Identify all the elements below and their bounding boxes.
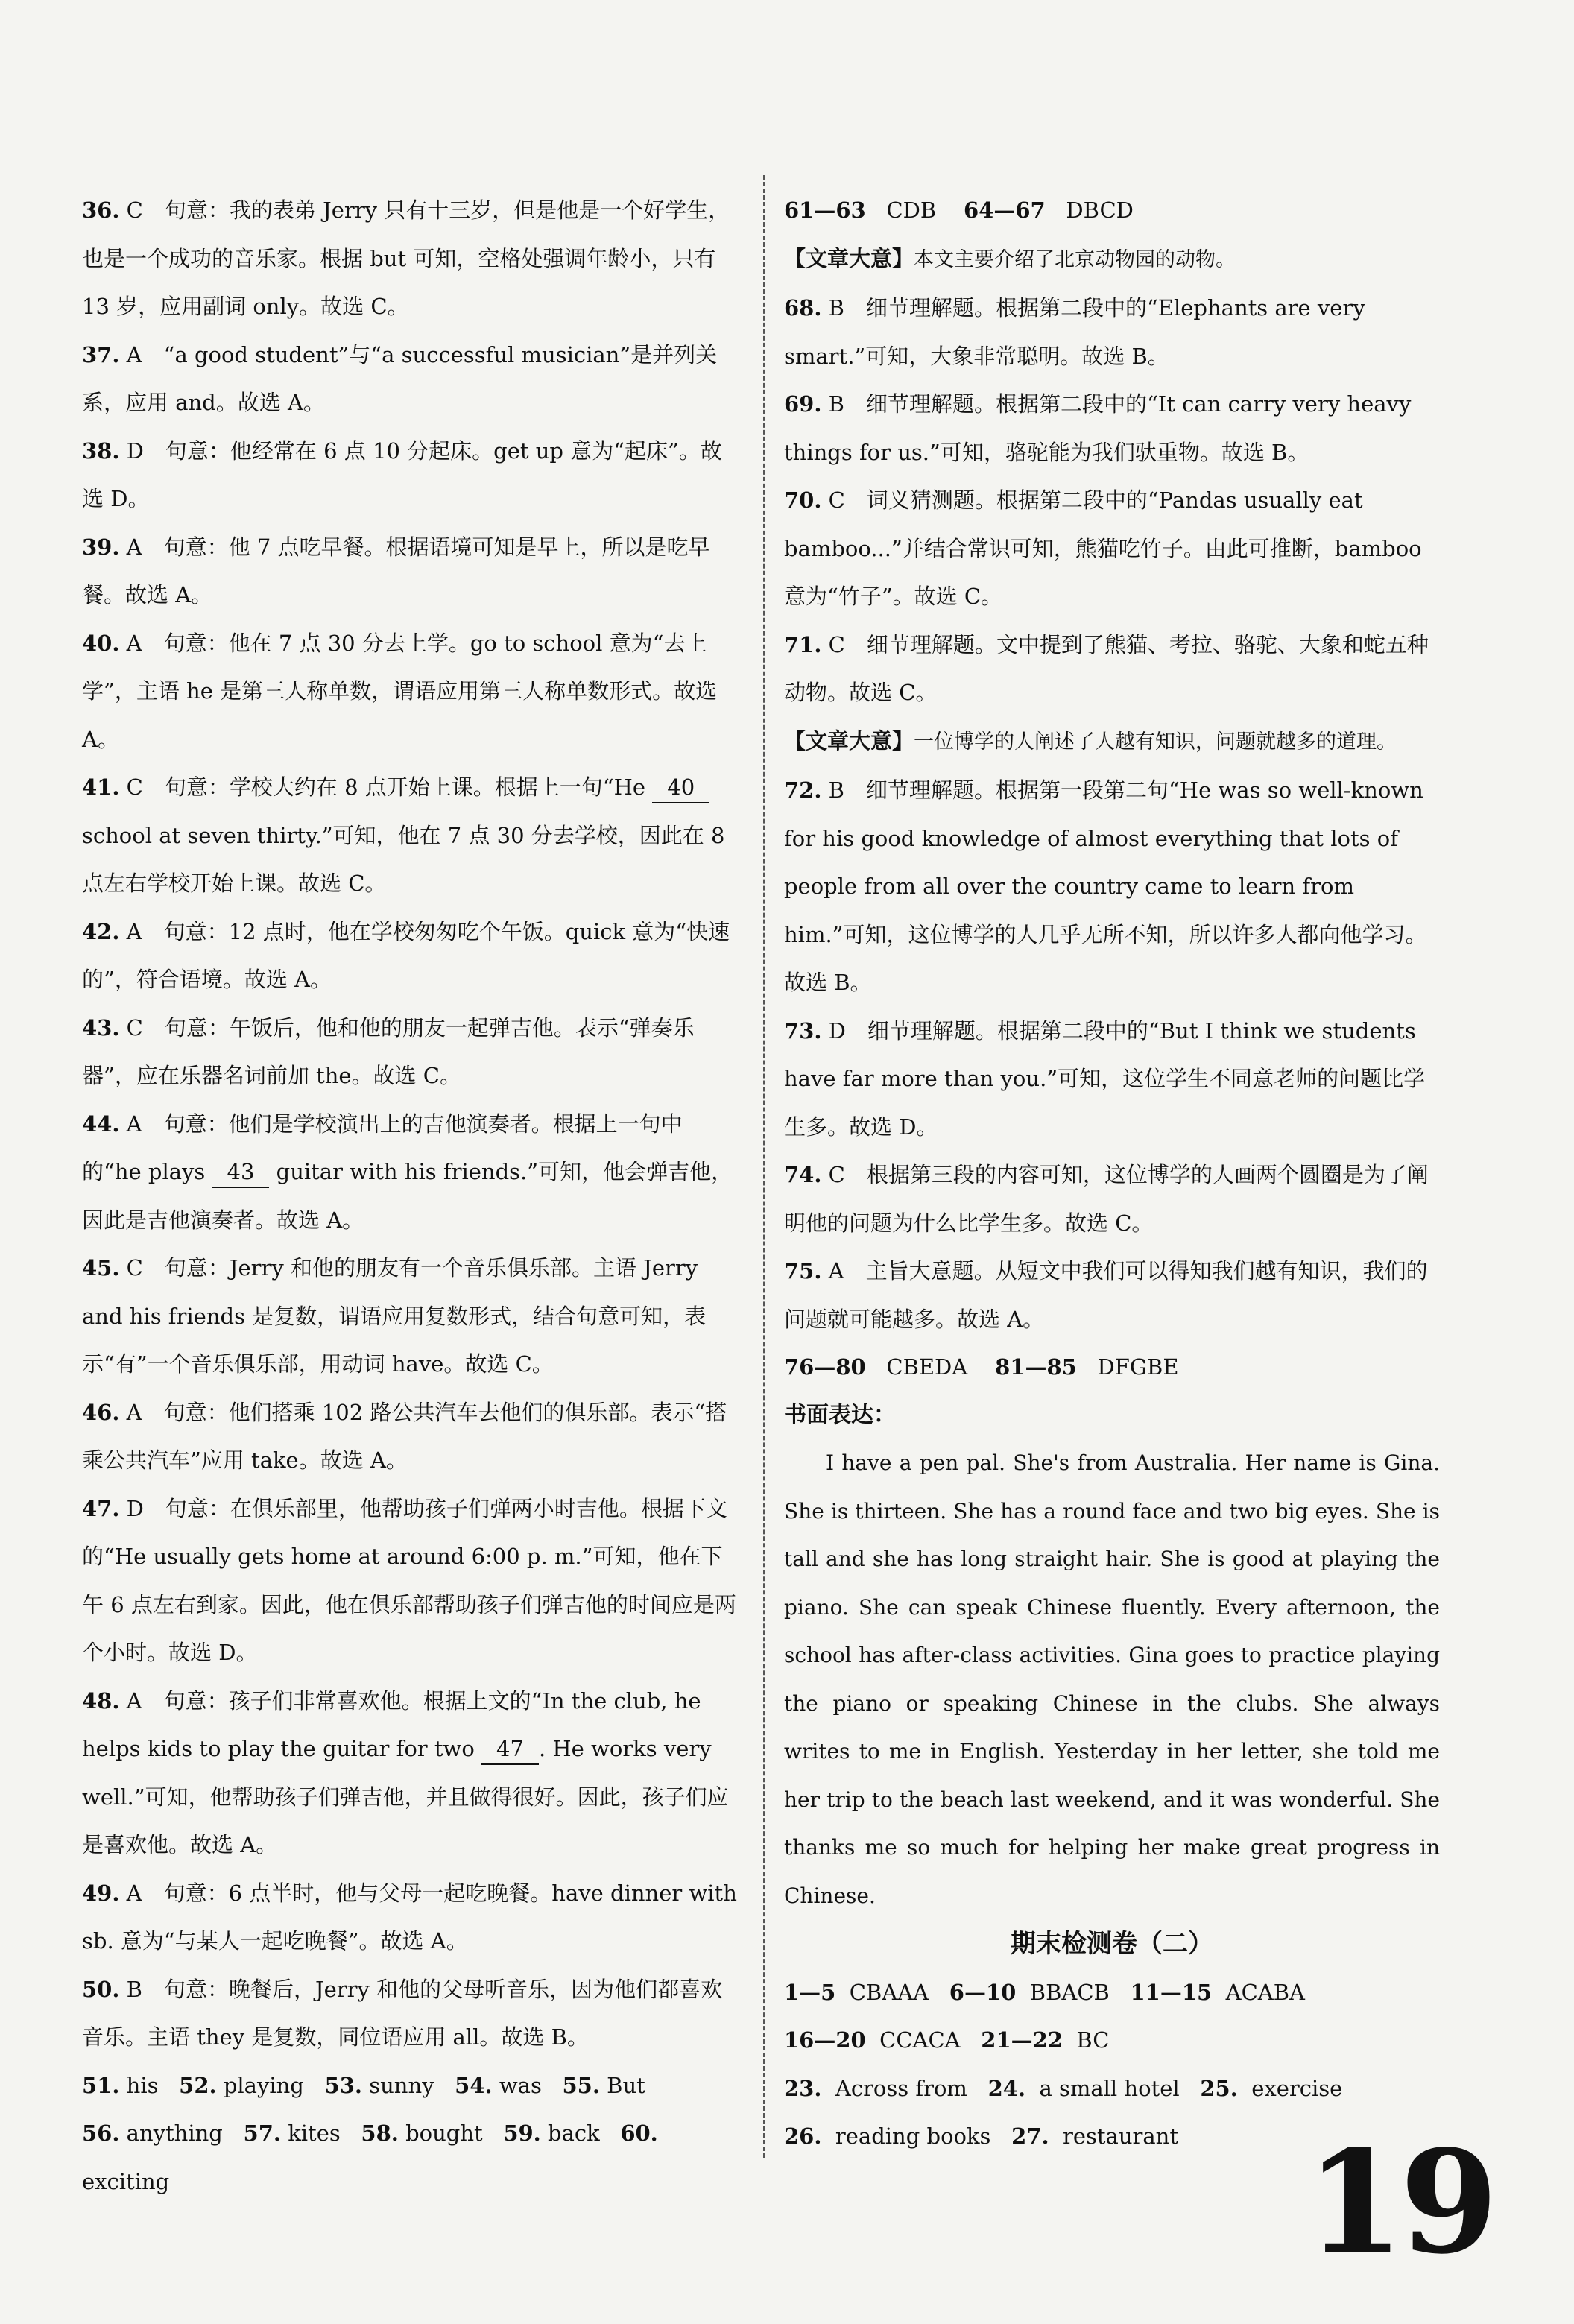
range-answer: CDB [886, 198, 937, 223]
explanation-item [82, 763, 738, 908]
explanation-item [784, 1007, 1440, 1152]
question-number: 52. [179, 2072, 217, 2098]
question-number: 57. [243, 2121, 281, 2146]
answer-blank: 43 [212, 1157, 270, 1188]
explanation-text: B 细节理解题。根据第二段中的“Elephants are very smart.”可知，大象非常聪明。故选 B。 [784, 295, 1365, 369]
left-column [82, 186, 738, 2205]
explanation-text: A 句意：6 点半时，他与父母一起吃晚餐。have dinner with sb. 意为“与某人一起吃晚餐”。故选 A。 [82, 1880, 737, 1954]
explanation-text: C 句意：午饭后，他和他的朋友一起弹吉他。表示“弹奏乐器”，应在乐器名词前加 the。故选 C。 [82, 1014, 695, 1088]
question-number: 24. [987, 2075, 1026, 2101]
question-number: 47. [82, 1495, 120, 1521]
question-number: 55. [562, 2072, 600, 2098]
exam-title: 期末检测卷（二） [1011, 1929, 1213, 1959]
range-label: 81—85 [995, 1354, 1077, 1380]
explanation-item [82, 619, 738, 764]
question-number: 74. [784, 1162, 822, 1187]
exam-answer: CBAAA [835, 1979, 949, 2005]
question-number: 11—15 [1130, 1979, 1213, 2005]
explanation-text: D 细节理解题。根据第二段中的“But I think we students have far more than you.”可知，这位学生不同意老师的问题比学生多。故选 D。 [784, 1017, 1426, 1140]
explanations-68-71 [784, 284, 1440, 717]
answer-blank: 40 [652, 772, 709, 803]
question-number: 36. [82, 198, 120, 223]
question-number: 71. [784, 631, 822, 657]
exam-answers-line-3 [784, 2065, 1440, 2113]
explanation-item [784, 1151, 1440, 1247]
range-label: 76—80 [784, 1354, 866, 1380]
article-summary [784, 717, 1440, 767]
question-number: 60. [620, 2121, 658, 2146]
explanation-item [784, 1247, 1440, 1343]
explanation-text: C 细节理解题。文中提到了熊猫、考拉、骆驼、大象和蛇五种动物。故选 C。 [784, 631, 1429, 705]
explanation-item [784, 766, 1440, 1007]
question-number: 42. [82, 918, 120, 944]
explanation-text: C 句意：学校大约在 8 点开始上课。根据上一句“He [119, 774, 653, 800]
explanation-item [784, 621, 1440, 717]
writing-essay [784, 1439, 1440, 1920]
fill-answer: kites [280, 2121, 361, 2146]
question-number: 41. [82, 774, 120, 800]
question-number: 6—10 [949, 1979, 1017, 2005]
answer-line-61-67 [784, 186, 1440, 235]
explanation-item [82, 1004, 738, 1100]
right-column [784, 186, 1440, 2161]
explanation-text: A 句意：他们搭乘 102 路公共汽车去他们的俱乐部。表示“搭乘公共汽车”应用 take。故选 A。 [82, 1399, 727, 1473]
answer-line-76-85 [784, 1343, 1440, 1392]
page-number: 19 [1306, 2119, 1494, 2285]
fill-answers-56-60 [82, 2109, 738, 2205]
explanation-item [82, 1244, 738, 1389]
question-number: 16—20 [784, 2027, 866, 2053]
fill-answer: exciting [82, 2168, 170, 2194]
explanation-text: A 句意：他 7 点吃早餐。根据语境可知是早上，所以是吃早餐。故选 A。 [82, 534, 710, 607]
question-number: 21—22 [981, 2027, 1063, 2053]
fill-answer: his [119, 2072, 180, 2098]
question-number: 51. [82, 2072, 120, 2098]
explanation-item [82, 331, 738, 427]
range-label: 64—67 [964, 198, 1046, 223]
question-number: 23. [784, 2075, 822, 2101]
question-number: 72. [784, 777, 822, 803]
range-answer: DFGBE [1097, 1354, 1179, 1380]
fill-answers-51-55 [82, 2062, 738, 2110]
explanation-text: guitar with his friends.”可知，他会弹吉他，因此是吉他演奏者。故选 A。 [82, 1159, 733, 1233]
explanation-text: B 细节理解题。根据第一段第二句“He was so well-known for his good knowledge of almost everything that lots of people from all over the country came to learn from him.”可知，这位博学的人几乎无所不知，所以许多人都向他学习。故选 B。 [784, 777, 1427, 995]
explanation-text: A 句意：他们是学校演出上的吉他演奏者。根据上一句中的“he plays [82, 1111, 683, 1184]
exam-answer: ACABA [1212, 1979, 1305, 2005]
answer-blank: 47 [481, 1734, 539, 1765]
exam-answer: restaurant [1049, 2124, 1179, 2149]
exam-answer: CCACA [865, 2027, 982, 2053]
question-number: 38. [82, 438, 120, 464]
explanation-item [82, 186, 738, 331]
explanation-item [82, 908, 738, 1004]
explanation-text: A 主旨大意题。从短文中我们可以得知我们越有知识，我们的问题就可能越多。故选 A。 [784, 1258, 1428, 1332]
question-number: 26. [784, 2124, 822, 2149]
fill-answer: But [599, 2072, 645, 2098]
explanation-text: D 句意：在俱乐部里，他帮助孩子们弹两小时吉他。根据下文的“He usually gets home at around 6:00 p. m.”可知，他在下午 6 点左右到家。因此，他在俱乐部帮助孩子们弹吉他的时间应是两个小时。故选 D。 [82, 1495, 736, 1665]
question-number: 69. [784, 391, 822, 417]
question-number: 48. [82, 1687, 120, 1714]
question-number: 49. [82, 1880, 120, 1906]
explanation-text: D 句意：他经常在 6 点 10 分起床。get up 意为“起床”。故选 D。 [82, 438, 722, 511]
question-number: 59. [503, 2121, 541, 2146]
question-number: 53. [324, 2072, 362, 2098]
column-divider [763, 175, 765, 2158]
question-number: 40. [82, 630, 120, 656]
fill-answer: anything [119, 2121, 244, 2146]
explanation-text: A 句意：孩子们非常喜欢他。根据上文的“In the club, he helps kids to play the guitar for two [82, 1687, 701, 1761]
summary-text: 本文主要介绍了北京动物园的动物。 [914, 247, 1236, 271]
question-number: 45. [82, 1255, 120, 1281]
fill-answer: playing [216, 2072, 325, 2098]
question-number: 58. [361, 2121, 399, 2146]
explanation-text: A 句意：12 点时，他在学校匆匆吃个午饭。quick 意为“快速的”，符合语境。故选 A。 [82, 918, 730, 992]
explanation-item [784, 284, 1440, 380]
explanation-text: school at seven thirty.”可知，他在 7 点 30 分去学校，因此在 8 点左右学校开始上课。故选 C。 [82, 822, 725, 896]
range-answer: CBEDA [886, 1354, 968, 1380]
summary-tag: 【文章大意】 [784, 727, 914, 754]
writing-title: 书面表达： [784, 1401, 896, 1428]
question-number: 75. [784, 1258, 822, 1283]
explanation-text: C 句意：我的表弟 Jerry 只有十三岁，但是他是一个好学生，也是一个成功的音乐家。根据 but 可知，空格处强调年龄小，只有 13 岁，应用副词 only。故选 C。 [82, 198, 730, 319]
question-number: 70. [784, 487, 822, 513]
question-number: 46. [82, 1399, 120, 1425]
exam-answers-line-2 [784, 2016, 1440, 2065]
explanation-text: B 句意：晚餐后，Jerry 和他的父母听音乐，因为他们都喜欢音乐。主语 they 是复数，同位语应用 all。故选 B。 [82, 1976, 723, 2050]
essay-text: I have a pen pal. She's from Australia. Her name is Gina. She is thirteen. She has a round face and two big eyes. She is tall and she has long straight hair. She is good at playing the piano. She can speak Chinese fluently. Every afternoon, the school has after-class activities. Gina goes to practice playing the piano or speaking Chinese in the clubs. She always writes to me in English. Yesterday in her letter, she told me her trip to the beach last weekend, and it was wonderful. She thanks me so much for helping her make great progress in Chinese. [784, 1450, 1440, 1908]
question-number: 37. [82, 341, 120, 367]
question-number: 1—5 [784, 1979, 836, 2005]
fill-answer: bought [398, 2121, 504, 2146]
explanations-72-75 [784, 766, 1440, 1343]
exam-answers-line-1 [784, 1968, 1440, 2017]
explanation-text: A 句意：他在 7 点 30 分去上学。go to school 意为“去上学”，主语 he 是第三人称单数，谓语应用第三人称单数形式。故选 A。 [82, 630, 718, 752]
range-answer: DBCD [1066, 198, 1134, 223]
fill-answer: back [540, 2121, 621, 2146]
explanation-item [82, 523, 738, 619]
exam-answer: exercise [1237, 2075, 1343, 2101]
question-number: 27. [1011, 2124, 1049, 2149]
explanation-item [82, 1869, 738, 1965]
question-number: 50. [82, 1976, 120, 2002]
explanation-text: C 根据第三段的内容可知，这位博学的人画两个圆圈是为了阐明他的问题为什么比学生多。故选 C。 [784, 1162, 1429, 1236]
explanation-text: C 句意：Jerry 和他的朋友有一个音乐俱乐部。主语 Jerry and his friends 是复数，谓语应用复数形式，结合句意可知，表示“有”一个音乐俱乐部，用动词 have。故选 C。 [82, 1255, 707, 1377]
range-label: 61—63 [784, 198, 866, 223]
question-number: 44. [82, 1111, 120, 1137]
question-number: 39. [82, 534, 120, 560]
question-number: 54. [455, 2072, 493, 2098]
explanation-item [784, 380, 1440, 476]
explanation-text: C 词义猜测题。根据第二段中的“Pandas usually eat bamboo...”并结合常识可知，熊猫吃竹子。由此可推断，bamboo 意为“竹子”。故选 C。 [784, 487, 1422, 609]
explanation-item [82, 1485, 738, 1677]
question-number: 56. [82, 2121, 120, 2146]
summary-tag: 【文章大意】 [784, 245, 914, 271]
exam-answer: reading books [821, 2124, 1012, 2149]
exam-answer: BC [1062, 2027, 1110, 2053]
explanation-text: B 细节理解题。根据第二段中的“It can carry very heavy things for us.”可知，骆驼能为我们驮重物。故选 B。 [784, 391, 1412, 465]
fill-answer: was [492, 2072, 563, 2098]
exam-answer: BBACB [1016, 1979, 1131, 2005]
exam-answer: a small hotel [1025, 2075, 1201, 2101]
explanation-item [82, 1100, 738, 1245]
explanation-text: A “a good student”与“a successful musician”是并列关系，应用 and。故选 A。 [82, 341, 718, 415]
explanation-item [82, 1965, 738, 2062]
question-number: 43. [82, 1014, 120, 1041]
fill-answer: sunny [361, 2072, 455, 2098]
explanation-item [82, 427, 738, 523]
exam-answer: Across from [821, 2075, 988, 2101]
question-number: 25. [1200, 2075, 1238, 2101]
explanation-item [82, 1389, 738, 1485]
explanation-item [784, 476, 1440, 621]
explanation-item [82, 1677, 738, 1869]
question-number: 68. [784, 295, 822, 321]
summary-text: 一位博学的人阐述了人越有知识，问题就越多的道理。 [914, 730, 1397, 754]
article-summary [784, 235, 1440, 285]
question-number: 73. [784, 1017, 822, 1043]
explanation-text: . He works very well.”可知，他帮助孩子们弹吉他，并且做得很好。因此，孩子们应是喜欢他。故选 A。 [82, 1736, 729, 1857]
